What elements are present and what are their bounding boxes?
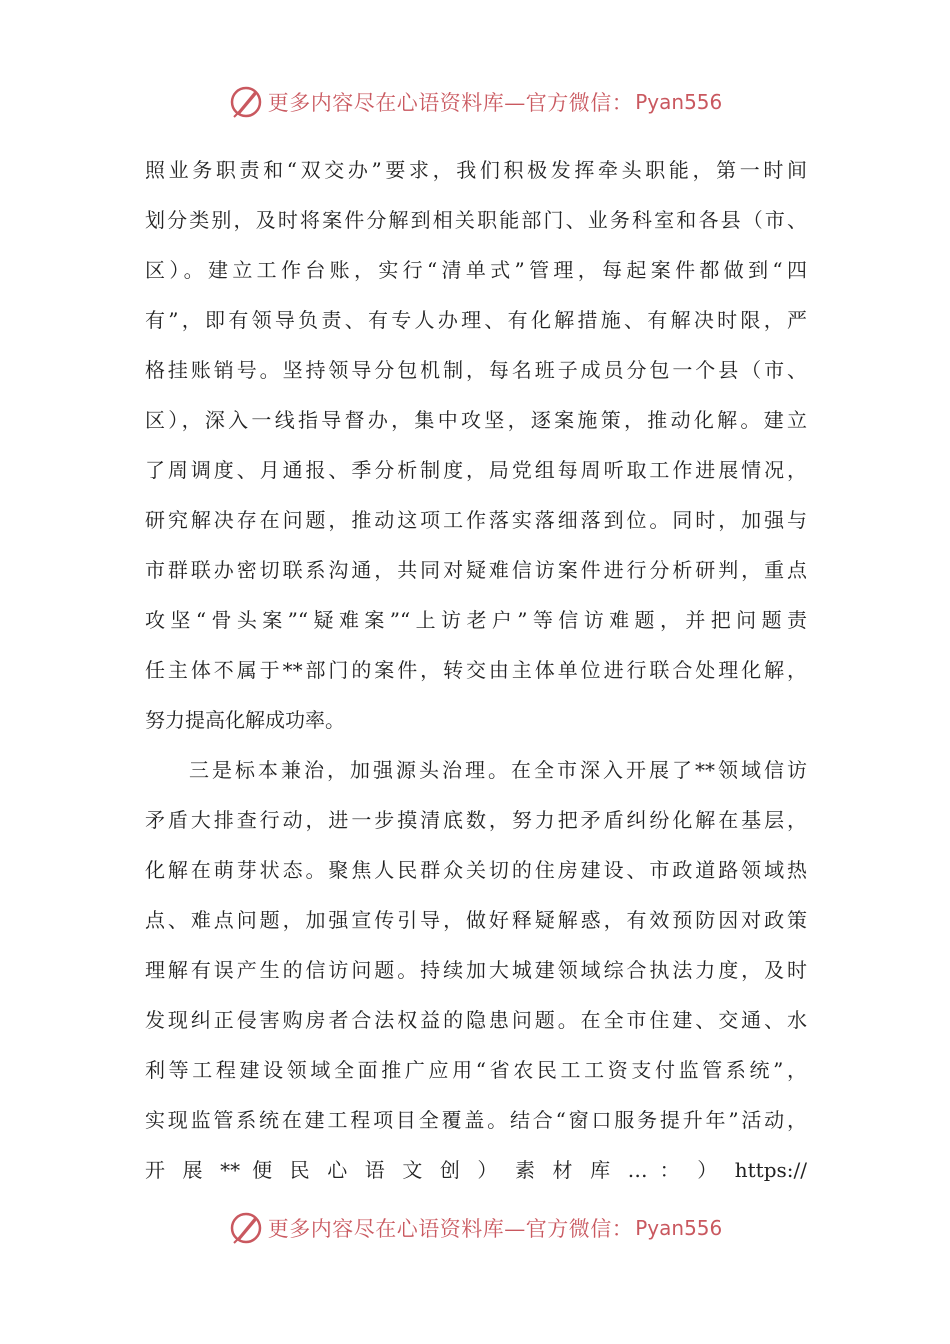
quill-logo-icon [228, 84, 264, 120]
body-line: 有”，即有领导负责、有专人办理、有化解措施、有解决时限，严 [145, 308, 807, 332]
body-line: 研究解决存在问题，推动这项工作落实落细落到位。同时，加强与 [145, 508, 807, 532]
body-line: 化解在萌芽状态。聚焦人民群众关切的住房建设、市政道路领域热 [145, 858, 807, 882]
body-line: 区），深入一线指导督办，集中攻坚，逐案施策，推动化解。建立 [145, 408, 807, 432]
body-line: 市群联办密切联系沟通，共同对疑难信访案件进行分析研判，重点 [145, 558, 807, 582]
body-line: 矛盾大排查行动，进一步摸清底数，努力把矛盾纠纷化解在基层， [145, 808, 807, 832]
footer-banner-text: 更多内容尽在心语资料库—官方微信： [267, 1217, 634, 1241]
footer-banner [0, 1208, 950, 1248]
body-line: 照业务职责和“双交办”要求，我们积极发挥牵头职能，第一时间 [145, 158, 807, 182]
quill-logo-icon [228, 1210, 264, 1246]
header-banner-inner [228, 84, 723, 120]
document-body [145, 145, 807, 1195]
body-line: 利等工程建设领域全面推广应用“省农民工工资支付监管系统”， [145, 1058, 807, 1082]
body-line-paragraph-start: 三是标本兼治，加强源头治理。在全市深入开展了**领域信访 [189, 758, 807, 782]
body-line: 了周调度、月通报、季分析制度，局党组每周听取工作进展情况， [145, 458, 807, 482]
header-banner-text: 更多内容尽在心语资料库—官方微信： [267, 91, 634, 115]
header-banner-wechat-id: Pyan556 [635, 90, 723, 114]
body-line: 攻坚“骨头案”“疑难案”“上访老户”等信访难题，并把问题责 [145, 608, 807, 632]
body-line: 努力提高化解成功率。 [145, 708, 345, 732]
header-banner [0, 82, 950, 122]
footer-banner-wechat-id: Pyan556 [635, 1216, 723, 1240]
body-line: 理解有误产生的信访问题。持续加大城建领域综合执法力度，及时 [145, 958, 807, 982]
body-line: 格挂账销号。坚持领导分包机制，每名班子成员分包一个县（市、 [145, 358, 807, 382]
body-line: 实现监管系统在建工程项目全覆盖。结合“窗口服务提升年”活动， [145, 1108, 807, 1132]
body-line: 开 展 ** 便 民 心 语 文 创 ） 素 材 库 … ： ） https:// [145, 1158, 807, 1182]
body-line: 发现纠正侵害购房者合法权益的隐患问题。在全市住建、交通、水 [145, 1008, 807, 1032]
body-line: 任主体不属于**部门的案件，转交由主体单位进行联合处理化解， [145, 658, 807, 682]
body-line: 划分类别，及时将案件分解到相关职能部门、业务科室和各县（市、 [145, 208, 807, 232]
footer-banner-inner [228, 1210, 723, 1246]
body-line: 点、难点问题，加强宣传引导，做好释疑解惑，有效预防因对政策 [145, 908, 807, 932]
body-line: 区）。建立工作台账，实行“清单式”管理，每起案件都做到“四 [145, 258, 807, 282]
